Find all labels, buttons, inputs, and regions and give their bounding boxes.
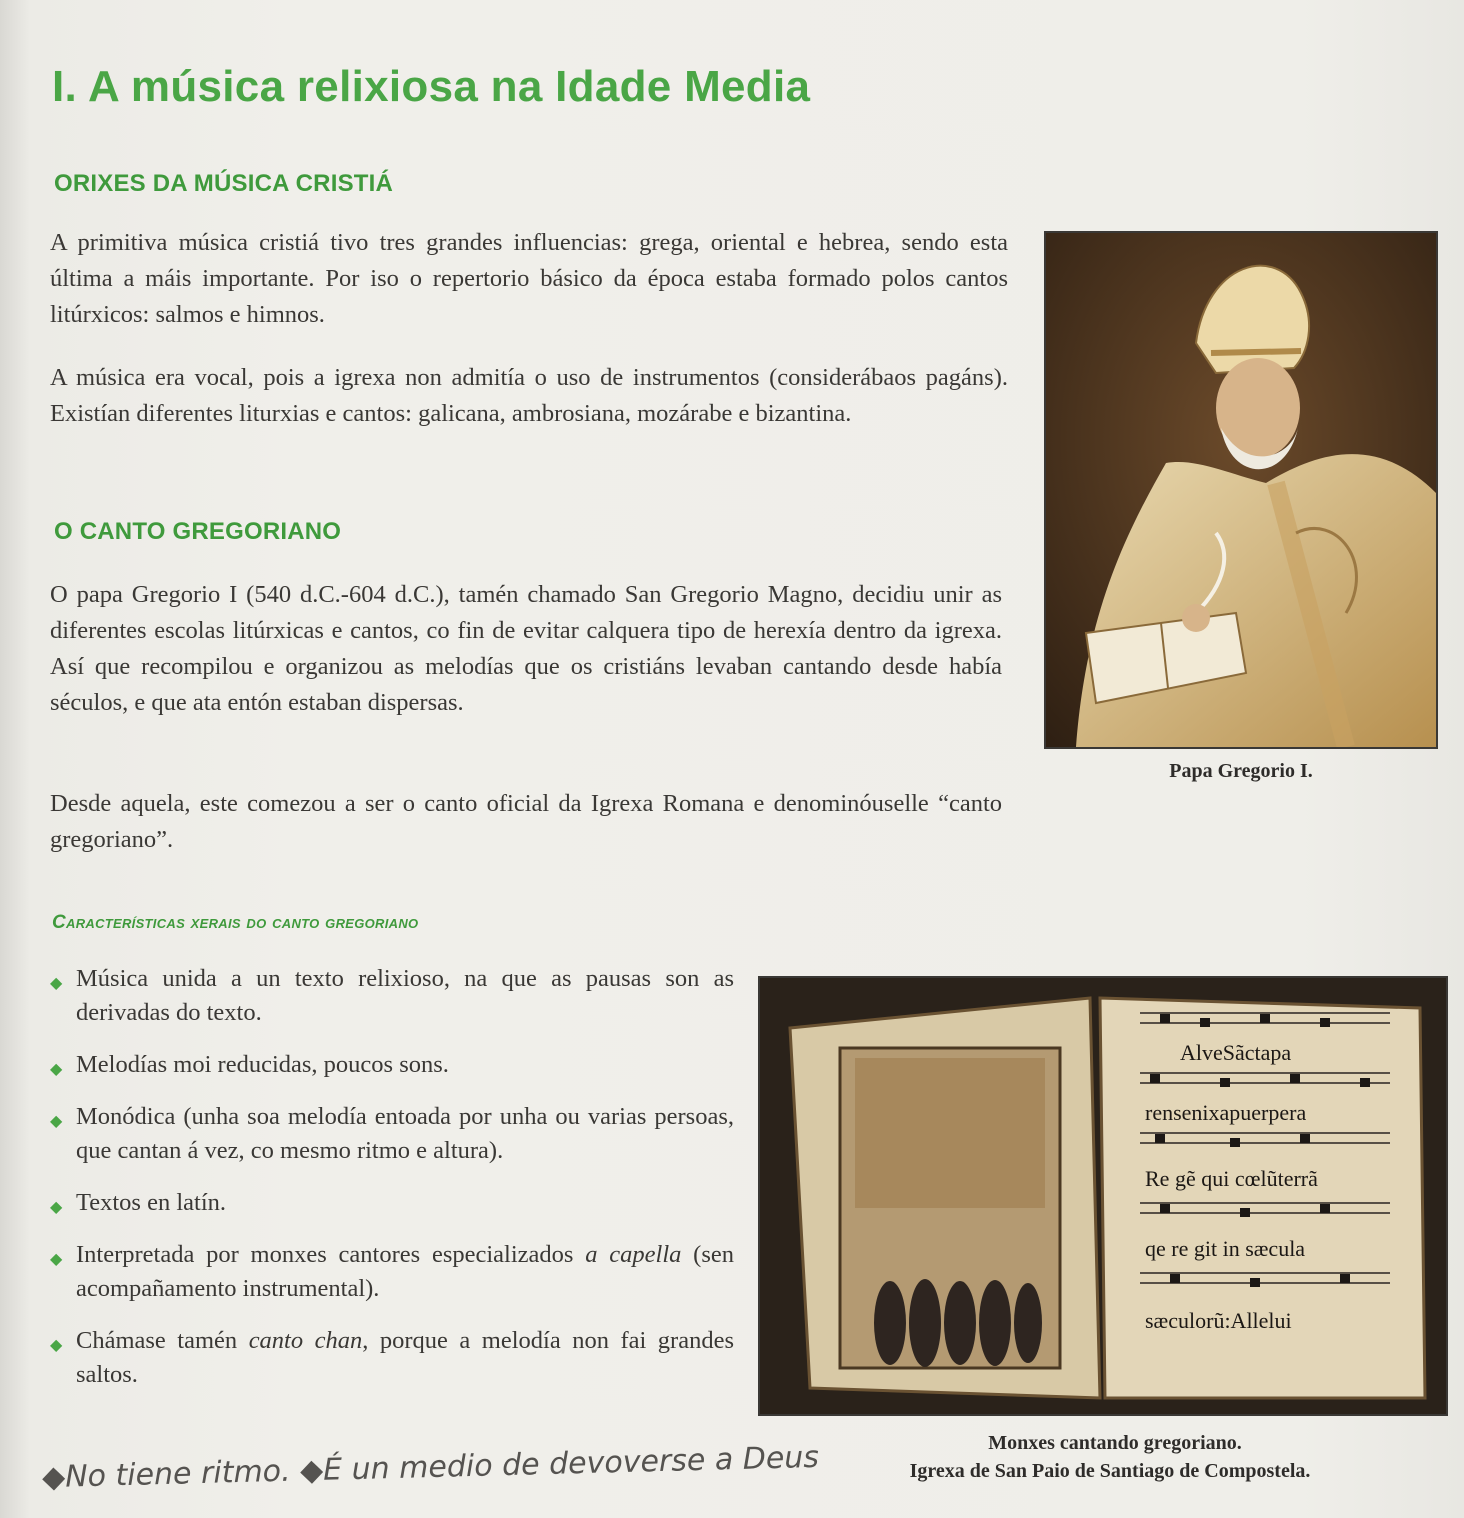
score-text-line: rensenixapuerpera [1145, 1100, 1307, 1125]
characteristics-list [48, 962, 734, 1410]
list-item: ◆ Textos en latín. [48, 1186, 734, 1220]
section-heading-characteristics: Características xerais do canto gregoriano [52, 912, 419, 933]
paragraph-origins-2: A música era vocal, pois a igrexa non admitía o uso de instrumentos (considerábaos pagáns). Existían diferentes liturxias e cantos: galicana, ambrosiana, mozárabe e bizantina. [50, 364, 1008, 427]
diamond-bullet-icon: ◆ [50, 975, 63, 992]
diamond-bullet-icon: ◆ [50, 1113, 63, 1130]
diamond-bullet-icon: ◆ [50, 1061, 63, 1078]
chant-book-image [758, 976, 1448, 1416]
section-heading-origins: ORIXES DA MÚSICA CRISTIÁ [54, 170, 394, 197]
handwritten-note: ◆No tiene ritmo. ◆É un medio de devoverse a Deus [41, 1439, 820, 1496]
list-item: ◆ Monódica (unha soa melodía entoada por unha ou varias persoas, que cantan á vez, co mesmo ritmo e altura). [50, 1103, 734, 1164]
paragraph-origins-1: A primitiva música cristiá tivo tres grandes influencias: grega, oriental e hebrea, sendo esta última a máis importante. Por iso o repertorio básico da época estaba formado polos cantos litúrxicos: salmos e himnos. [50, 229, 1008, 328]
figure2-caption-line2: Igrexa de San Paio de Santiago de Compostela. [909, 1460, 1311, 1482]
figure2-caption-line1: Monxes cantando gregoriano. [988, 1432, 1242, 1454]
section-heading-gregorian: O CANTO GREGORIANO [54, 518, 342, 545]
score-text-line: Re gẽ qui cœlũterrã [1145, 1166, 1318, 1191]
paragraph-gregorian-2: Desde aquela, este comezou a ser o canto oficial da Igrexa Romana e denominóuselle “canto gregoriano”. [50, 790, 1002, 853]
list-item: ◆ Melodías moi reducidas, poucos sons. [48, 1048, 734, 1082]
score-text-line: AlveSãctapa [1180, 1040, 1292, 1065]
score-text-line: qe re git in sæcula [1145, 1236, 1306, 1261]
diamond-bullet-icon: ◆ [50, 1251, 63, 1268]
paragraph-gregorian-1: O papa Gregorio I (540 d.C.-604 d.C.), tamén chamado San Gregorio Magno, decidiu unir as diferentes escolas litúrxicas e cantos, co fin de evitar calquera tipo de herexía dentro da igrexa. Así que recompilou e organizou as melodías que os cristiáns levaban cantando desde había séculos, e que ata entón estaban dispersas. [50, 581, 1002, 716]
pope-gregory-image [1044, 231, 1438, 749]
figure1-caption: Papa Gregorio I. [1169, 760, 1313, 782]
chant-book-illustration [760, 978, 1446, 1414]
list-item: ◆ Chámase tamén canto chan, porque a melodía non fai grandes saltos. [50, 1327, 735, 1388]
diamond-bullet-icon: ◆ [50, 1337, 63, 1354]
pope-portrait-illustration [1046, 233, 1436, 747]
score-text-line: sæculorũ:Allelui [1145, 1308, 1292, 1333]
list-item: ◆ Interpretada por monxes cantores especializados a capella (sen acompañamento instrumental). [50, 1241, 734, 1302]
page-title: I. A música relixiosa na Idade Media [52, 62, 811, 111]
diamond-bullet-icon: ◆ [50, 1199, 63, 1216]
list-item: ◆ Música unida a un texto relixioso, na que as pausas son as derivadas do texto. [50, 965, 734, 1026]
